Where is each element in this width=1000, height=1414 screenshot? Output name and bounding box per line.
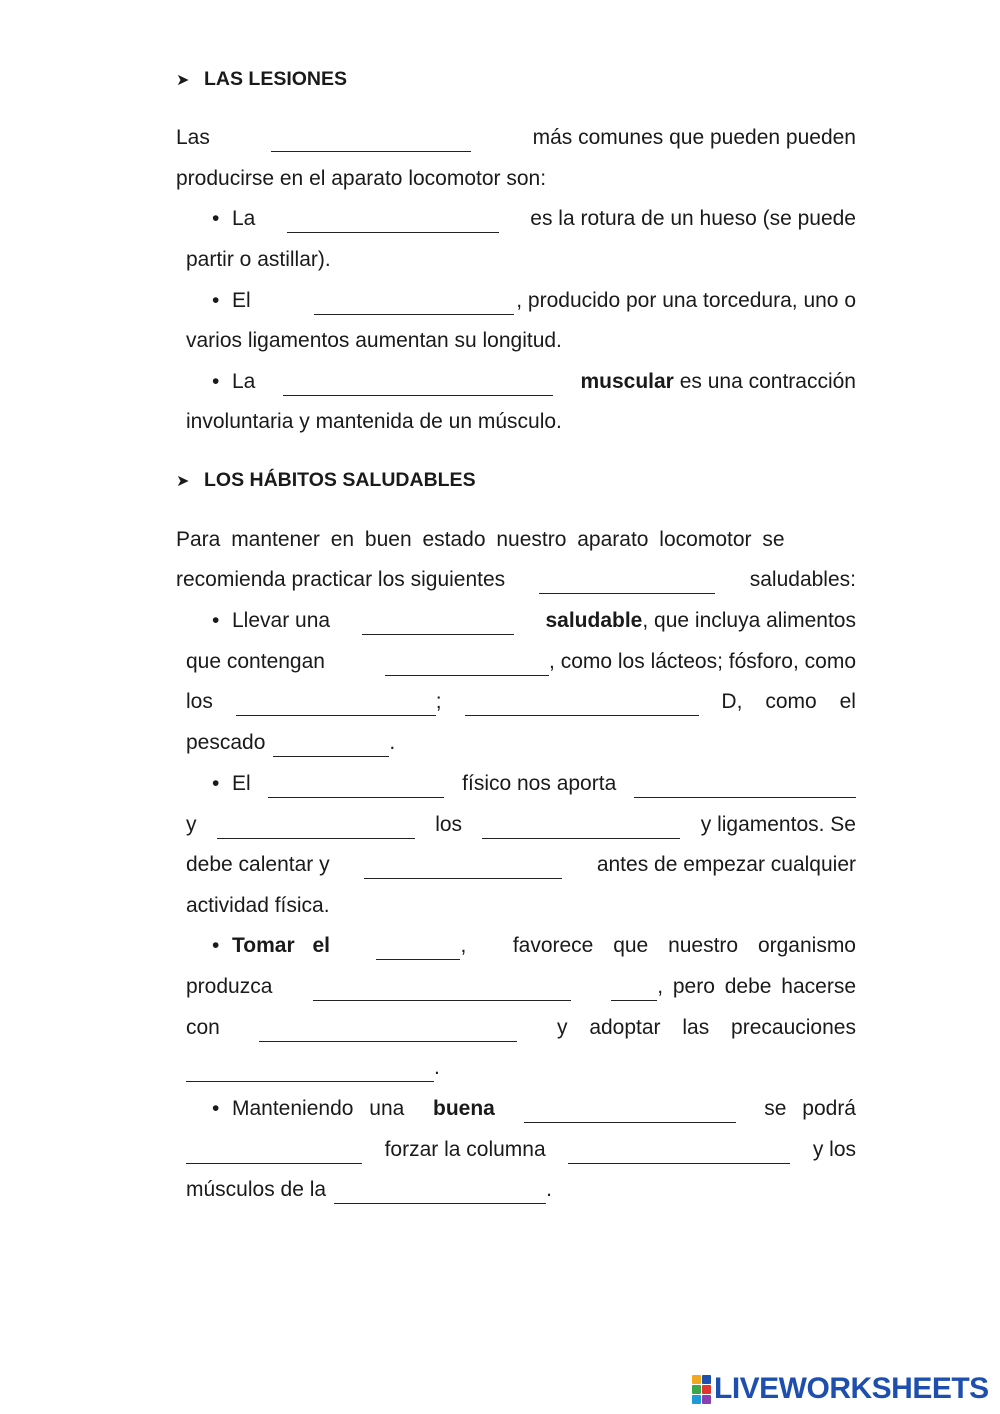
paragraph-line: y los y ligamentos. Se [186,811,856,839]
paragraph-line: los ; D, como el [186,688,856,716]
blank-field[interactable] [236,693,436,716]
list-item: • Tomar el , favorece que nuestro organismo [212,932,856,960]
blank-field[interactable] [283,373,553,396]
list-item: • La es la rotura de un hueso (se puede [212,205,856,233]
paragraph-line: Las más comunes que pueden pueden [176,124,856,152]
blank-field[interactable] [314,292,514,315]
list-item: • La muscular es una contracción [212,368,856,396]
blank-field[interactable] [273,734,389,757]
blank-field[interactable] [524,1100,736,1123]
list-item: • El , producido por una torcedura, uno o [212,287,856,315]
blank-field[interactable] [611,978,657,1001]
paragraph-line: partir o astillar). [186,248,331,271]
blank-field[interactable] [334,1181,546,1204]
paragraph-line: pescado . [186,729,395,757]
paragraph-line: recomienda practicar los siguientes saludables: [176,566,856,594]
paragraph-line: producirse en el aparato locomotor son: [176,167,547,190]
paragraph-line: involuntaria y mantenida de un músculo. [186,410,562,433]
liveworksheets-logo-icon [692,1375,711,1404]
blank-field[interactable] [465,693,699,716]
list-item: • Manteniendo una buena se podrá [212,1095,856,1123]
paragraph-line: Para mantener en buen estado nuestro aparato locomotor se [176,528,785,551]
blank-field[interactable] [271,129,471,152]
blank-field[interactable] [313,978,571,1001]
blank-field[interactable] [385,653,549,676]
blank-field[interactable] [634,775,856,798]
paragraph-line: forzar la columna y los [186,1136,856,1164]
blank-field[interactable] [568,1141,790,1164]
blank-field[interactable] [259,1019,517,1042]
paragraph-line: músculos de la . [186,1176,552,1204]
blank-field[interactable] [362,612,514,635]
paragraph-line: produzca , pero debe hacerse [186,973,856,1001]
blank-field[interactable] [217,816,415,839]
blank-field[interactable] [186,1141,362,1164]
blank-field[interactable] [539,571,715,594]
blank-field[interactable] [364,856,562,879]
blank-field[interactable] [482,816,680,839]
blank-field[interactable] [268,775,444,798]
list-item: • Llevar una saludable, que incluya alimentos [212,607,856,635]
paragraph-line: varios ligamentos aumentan su longitud. [186,329,562,352]
paragraph-line: que contengan , como los lácteos; fósforo, como [186,648,856,676]
blank-field[interactable] [186,1059,434,1082]
arrow-bullet-icon: ➤ [176,473,190,490]
list-item: • El físico nos aporta [212,770,856,798]
liveworksheets-logo[interactable]: LIVEWORKSHEETS [692,1372,989,1406]
section-heading-lesiones: ➤ LAS LESIONES [176,68,348,90]
paragraph-line: con y adoptar las precauciones [186,1014,856,1042]
blank-field[interactable] [376,937,460,960]
paragraph-line: actividad física. [186,894,330,917]
arrow-bullet-icon: ➤ [176,72,190,89]
paragraph-line: . [186,1054,440,1082]
paragraph-line: debe calentar y antes de empezar cualquier [186,851,856,879]
section-heading-habitos: ➤ LOS HÁBITOS SALUDABLES [176,469,476,491]
blank-field[interactable] [287,210,499,233]
